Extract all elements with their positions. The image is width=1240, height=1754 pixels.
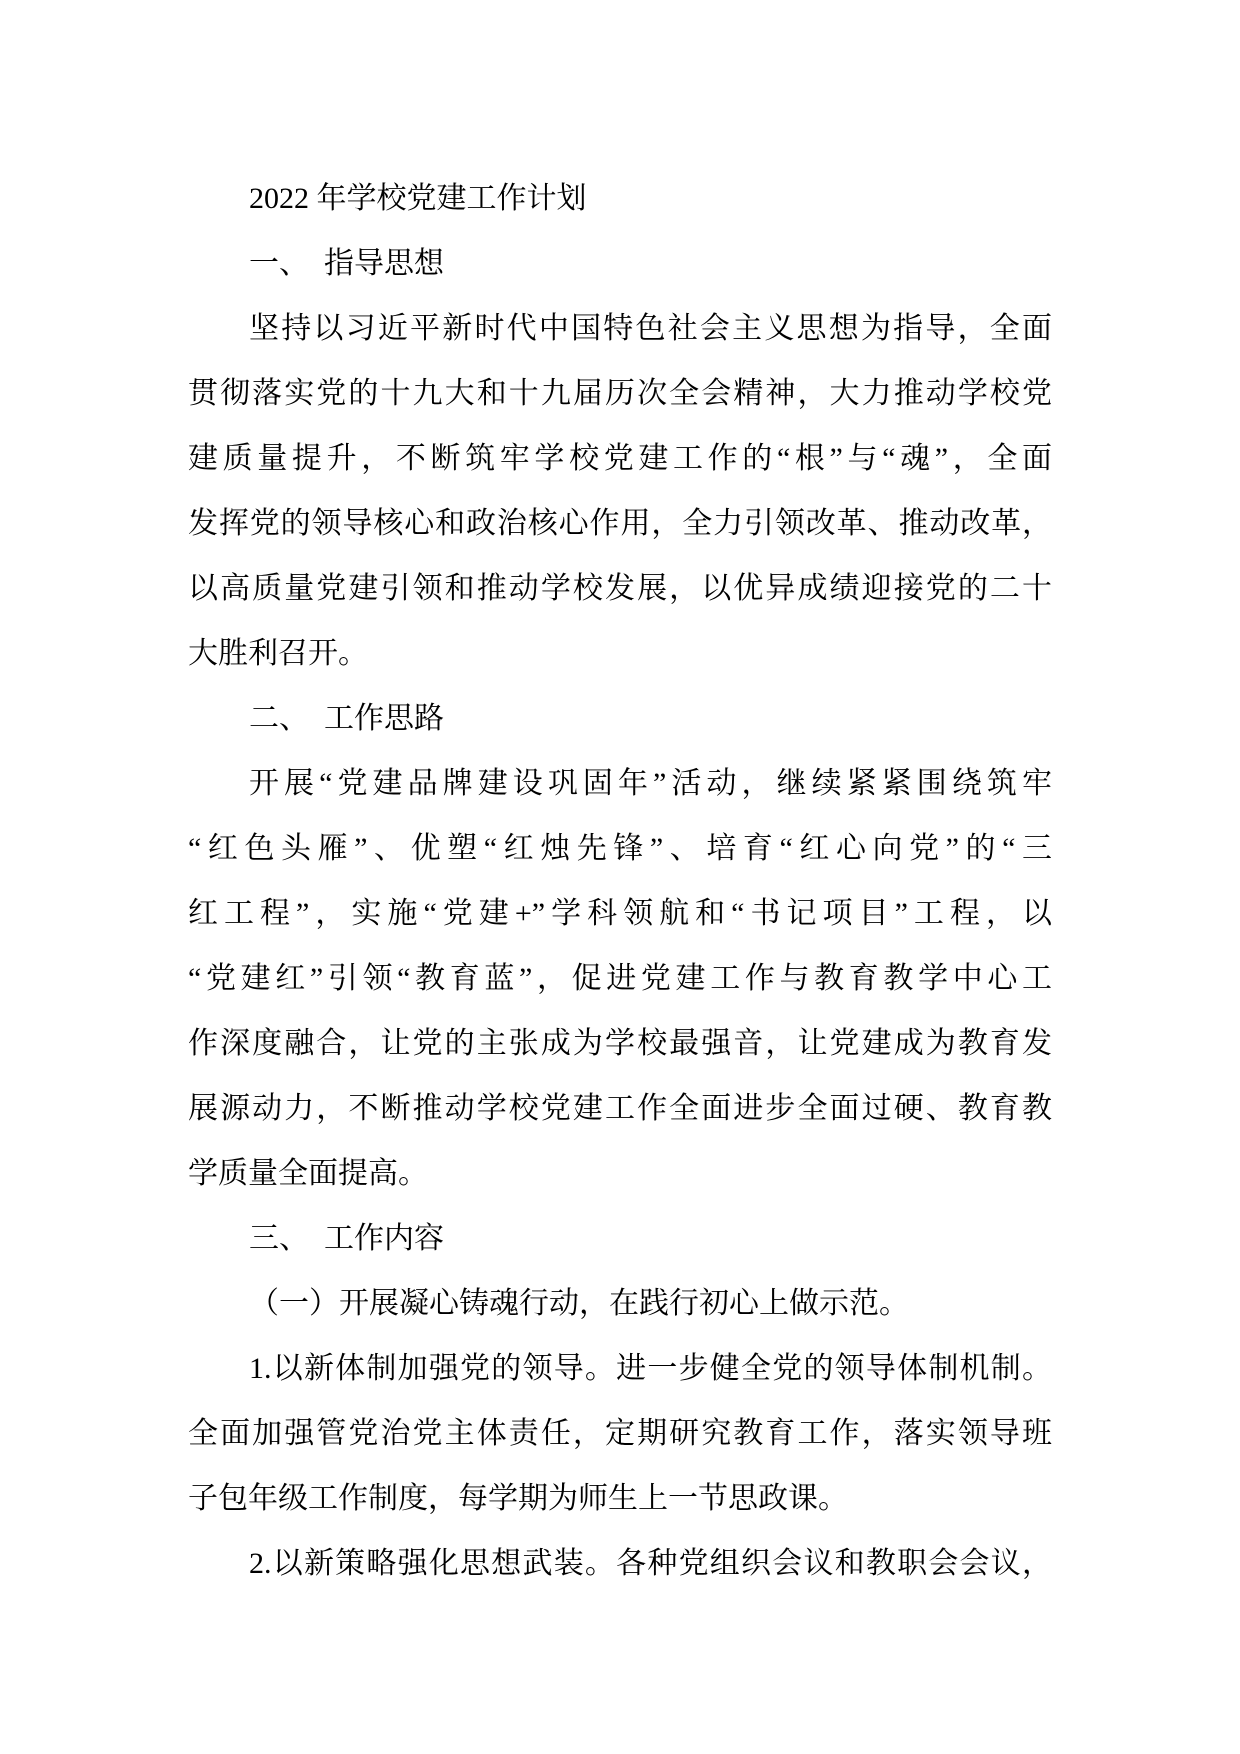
- paragraph-line: 子包年级工作制度，每学期为师生上一节思政课。: [188, 1482, 848, 1515]
- subsection-heading-1: （一）开展凝心铸魂行动，在践行初心上做示范。: [249, 1287, 909, 1320]
- paragraph-line: 全面加强管党治党主体责任，定期研究教育工作，落实领导班: [188, 1417, 1052, 1450]
- paragraph-line: 贯彻落实党的十九大和十九届历次全会精神，大力推动学校党: [188, 377, 1052, 410]
- paragraph-line: 发挥党的领导核心和政治核心作用，全力引领改革、推动改革，: [188, 507, 1052, 540]
- paragraph-line: “红色头雁”、优塑“红烛先锋”、培育“红心向党”的“三: [188, 832, 1052, 865]
- paragraph-line: 以高质量党建引领和推动学校发展，以优异成绩迎接党的二十: [188, 572, 1052, 605]
- paragraph-line: 学质量全面提高。: [188, 1157, 428, 1190]
- paragraph-line: 2.以新策略强化思想武装。各种党组织会议和教职会会议，: [249, 1547, 1052, 1580]
- paragraph-line: 建质量提升，不断筑牢学校党建工作的“根”与“魂”，全面: [188, 442, 1052, 475]
- paragraph-line: 坚持以习近平新时代中国特色社会主义思想为指导，全面: [249, 312, 1052, 345]
- document-title: 2022 年学校党建工作计划: [249, 182, 587, 215]
- section-heading-1: 一、 指导思想: [249, 247, 444, 280]
- paragraph-line: 作深度融合，让党的主张成为学校最强音，让党建成为教育发: [188, 1027, 1052, 1060]
- paragraph-line: “党建红”引领“教育蓝”，促进党建工作与教育教学中心工: [188, 962, 1052, 995]
- paragraph-line: 开展“党建品牌建设巩固年”活动，继续紧紧围绕筑牢: [249, 767, 1052, 800]
- document-text-block: [188, 166, 1052, 1596]
- section-heading-3: 三、 工作内容: [249, 1222, 444, 1255]
- paragraph-line: 红工程”，实施“党建+”学科领航和“书记项目”工程，以: [188, 897, 1052, 930]
- paragraph-line: 大胜利召开。: [188, 637, 368, 670]
- paragraph-line: 展源动力，不断推动学校党建工作全面进步全面过硬、教育教: [188, 1092, 1052, 1125]
- section-heading-2: 二、 工作思路: [249, 702, 444, 735]
- paragraph-line: 1.以新体制加强党的领导。进一步健全党的领导体制机制。: [249, 1352, 1052, 1385]
